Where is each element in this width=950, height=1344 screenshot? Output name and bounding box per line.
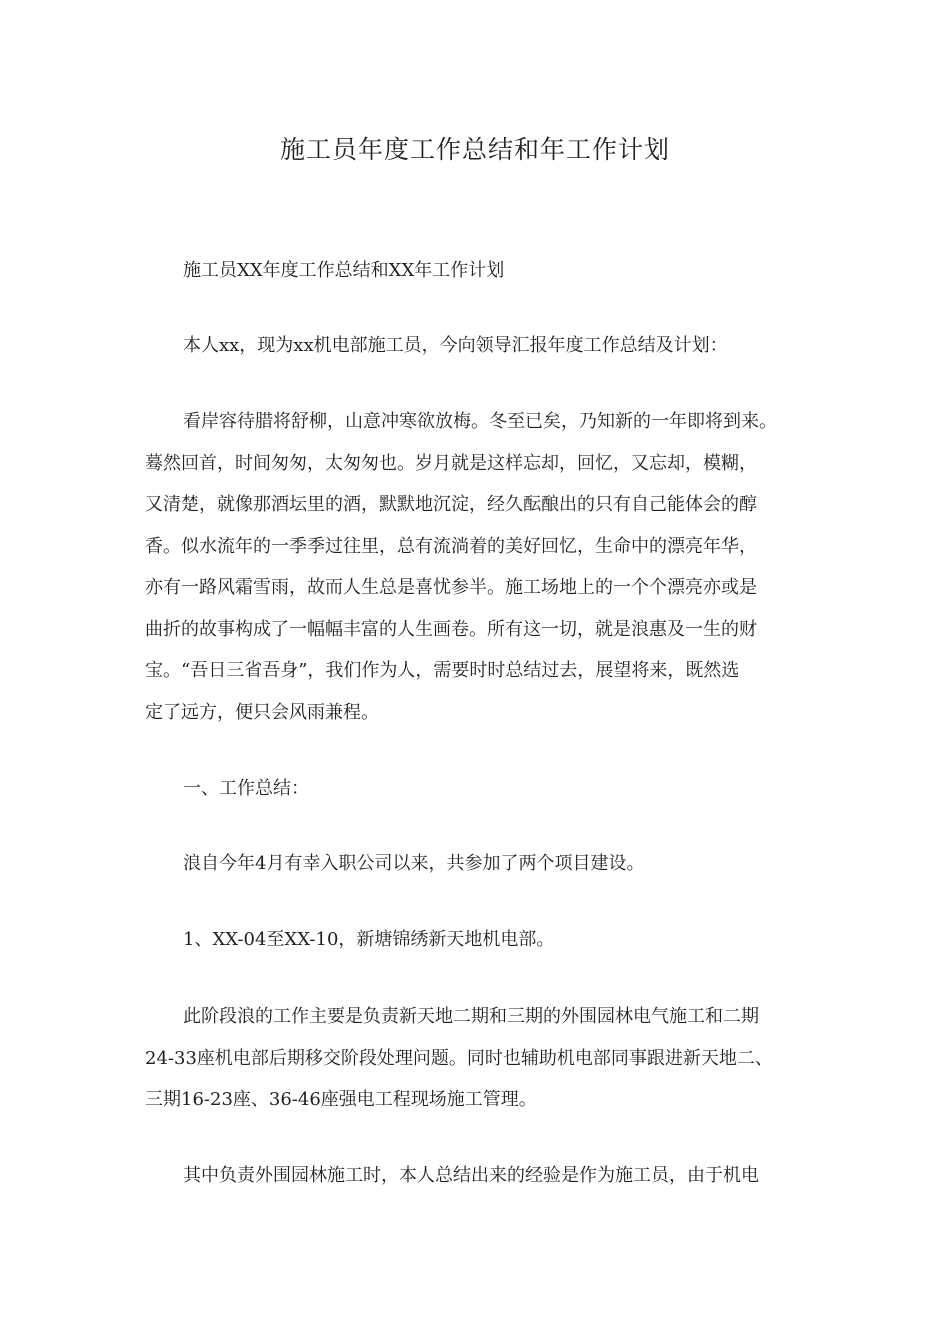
text-line: 亦有一路风霜雪雨，故而人生总是喜忧参半。施工场地上的一个个漂亮亦或是 — [145, 577, 757, 598]
experience-paragraph — [145, 1155, 805, 1197]
subtitle-paragraph — [145, 250, 805, 292]
project-item — [145, 919, 805, 961]
text-line: 其中负责外围园林施工时，本人总结出来的经验是作为施工员，由于机电 — [183, 1165, 759, 1186]
document-title: 施工员年度工作总结和年工作计划 — [279, 135, 670, 164]
text-line: 施工员XX年度工作总结和XX年工作计划 — [183, 260, 505, 281]
text-line: 24-33座机电部后期移交阶段处理问题。同时也辅助机电部同事跟进新天地二、 — [145, 1047, 773, 1069]
stage-work-paragraph — [145, 996, 805, 1121]
section-heading — [145, 768, 805, 810]
text-line: 看岸容待腊将舒柳，山意冲寒欲放梅。冬至已矣，乃知新的一年即将到来。 — [183, 411, 777, 432]
text-line: 蓦然回首，时间匆匆，太匆匆也。岁月就是这样忘却，回忆，又忘却，模糊， — [145, 452, 757, 474]
text-line: 1、XX-04至XX-10，新塘锦绣新天地机电部。 — [183, 929, 555, 950]
text-line: 此阶段浪的工作主要是负责新天地二期和三期的外围园林电气施工和二期 — [183, 1006, 759, 1027]
text-line: 本人xx，现为xx机电部施工员，今向领导汇报年度工作总结及计划： — [183, 335, 728, 356]
text-line: 香。似水流年的一季季过往里，总有流淌着的美好回忆，生命中的漂亮年华， — [145, 535, 757, 557]
text-line: 又清楚，就像那酒坛里的酒，默默地沉淀，经久酝酿出的只有自己能体会的醇 — [145, 494, 757, 515]
text-line: 曲折的故事构成了一幅幅丰富的人生画卷。所有这一切，就是浪惠及一生的财 — [145, 618, 757, 640]
text-line: 定了远方，便只会风雨兼程。 — [145, 701, 379, 723]
text-line: 浪自今年4月有幸入职公司以来，共参加了两个项目建设。 — [183, 853, 645, 874]
intro-paragraph — [145, 325, 805, 367]
text-line: 宝。“吾日三省吾身”，我们作为人，需要时时总结过去，展望将来，既然选 — [145, 660, 740, 681]
text-line: 三期16-23座、36-46座强电工程现场施工管理。 — [145, 1089, 537, 1110]
text-line: 一、工作总结： — [183, 778, 309, 799]
reflection-paragraph — [145, 401, 805, 733]
joined-paragraph — [145, 843, 805, 885]
